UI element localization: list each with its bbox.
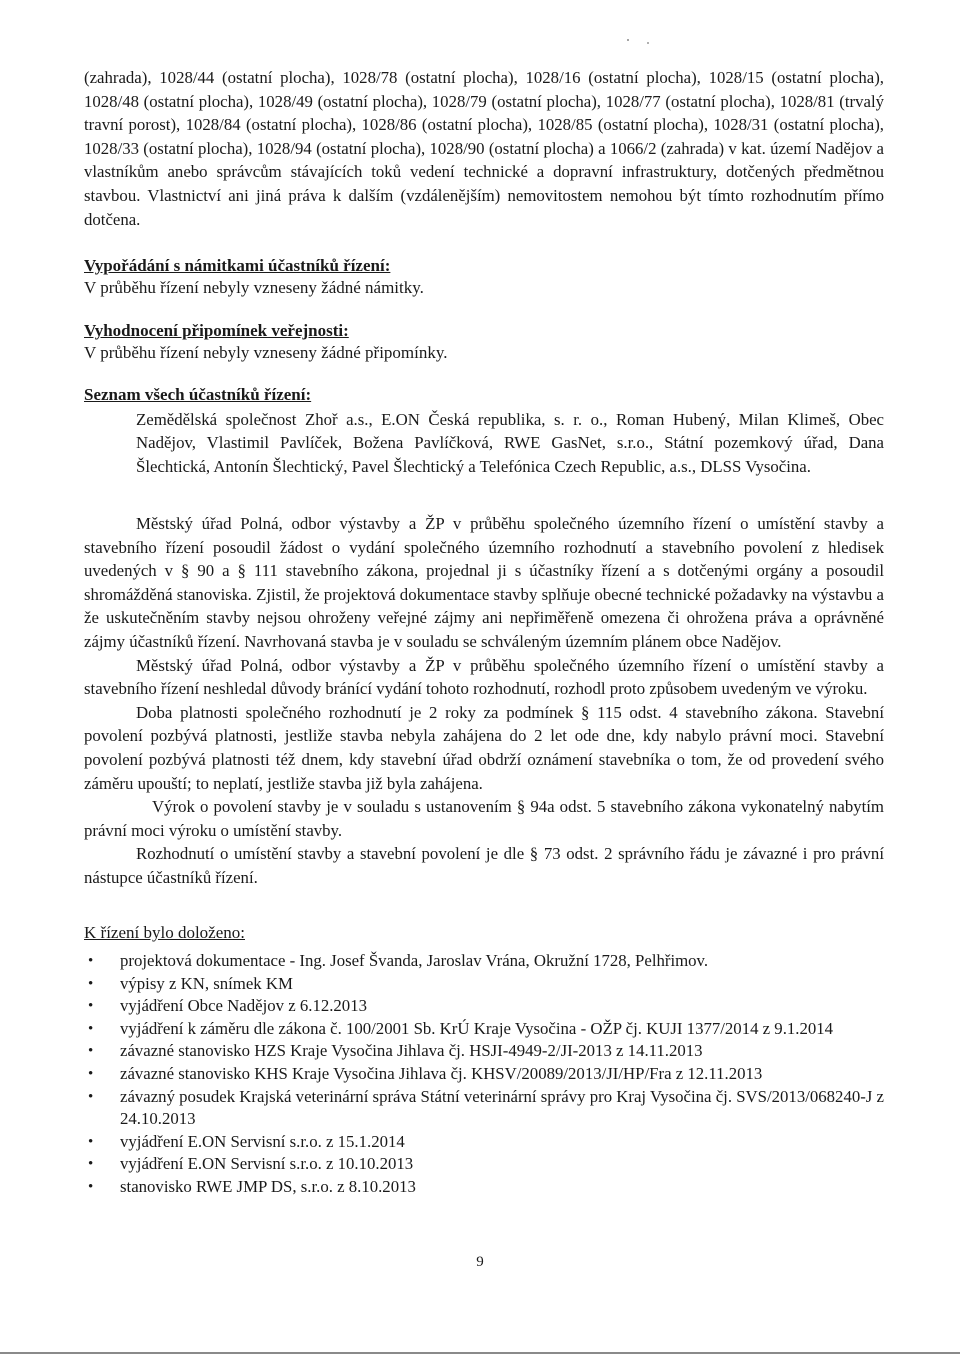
list-item: • vyjádření k záměru dle zákona č. 100/2001 Sb. KrÚ Kraje Vysočina - OŽP čj. KUJI 1377/2014 z 9.1.2014 <box>84 1018 884 1041</box>
bullet-icon: • <box>88 1156 94 1173</box>
bullet-icon: • <box>88 1065 94 1082</box>
bullet-icon: • <box>88 953 94 969</box>
reasoning-paragraph: Výrok o povolení stavby je v souladu s ustanovením § 94a odst. 5 stavebního zákona vykonatelný nabytím právní moci výroku o umístění stavby. <box>84 797 884 840</box>
participants-section <box>84 384 884 478</box>
bullet-icon: • <box>88 1088 94 1105</box>
participants-heading: Seznam všech účastníků řízení: <box>84 385 312 404</box>
objections-section <box>84 255 884 299</box>
documents-section <box>84 922 884 1199</box>
bullet-icon: • <box>88 1178 94 1195</box>
bullet-icon: • <box>88 1043 94 1060</box>
documents-list <box>84 950 884 1199</box>
list-item: • závazné stanovisko HZS Kraje Vysočina Jihlava čj. HSJI-4949-2/JI-2013 z 14.11.2013 <box>84 1040 884 1063</box>
list-item: • závazné stanovisko KHS Kraje Vysočina Jihlava čj. KHSV/20089/2013/JI/HP/Fra z 12.11.2013 <box>84 1063 884 1086</box>
public-comments-text: V průběhu řízení nebyly vzneseny žádné připomínky. <box>84 343 448 362</box>
objections-heading: Vypořádání s námitkami účastníků řízení: <box>84 256 391 275</box>
bullet-icon: • <box>88 975 94 992</box>
reasoning-section <box>84 512 884 890</box>
public-comments-section <box>84 320 884 364</box>
public-comments-heading: Vyhodnocení připomínek veřejnosti: <box>84 321 349 340</box>
reasoning-paragraph: Městský úřad Polná, odbor výstavby a ŽP v průběhu společného územního řízení o umístění stavby a stavebního řízení neshledal důvody bránící vydání tohoto rozhodnutí, rozhodl proto způsobem uvedeným ve výroku. <box>84 655 884 699</box>
list-item: • výpisy z KN, snímek KM <box>84 973 884 996</box>
list-item: • závazný posudek Krajská veterinární správa Státní veterinární správy pro Kraj Vysočina čj. SVS/2013/068240-J z 24.10.2013 <box>88 1086 884 1129</box>
reasoning-paragraph: Doba platnosti společného rozhodnutí je 2 roky za podmínek § 115 odst. 4 stavebního zákona. Stavební povolení pozbývá platnosti, jestliže stavba nebyla zahájena do 2 let ode dne, kdy nabylo právní moci. Stavební povolení pozbývá platnosti též dnem, kdy stavební úřad obdrží oznámení stavebníka o tom, že od provedení svého záměru upouští; to neplatí, jestliže stavba již byla zahájena. <box>84 702 884 793</box>
list-item: • vyjádření E.ON Servisní s.r.o. z 10.10.2013 <box>84 1153 884 1176</box>
list-item: • vyjádření Obce Nadějov z 6.12.2013 <box>84 995 884 1018</box>
list-item: • projektová dokumentace - Ing. Josef Švanda, Jaroslav Vrána, Okružní 1728, Pelhřimov. <box>84 950 884 973</box>
objections-text: V průběhu řízení nebyly vzneseny žádné námitky. <box>84 278 424 297</box>
reasoning-paragraph: Rozhodnutí o umístění stavby a stavební povolení je dle § 73 odst. 2 správního řádu je závazné i pro právní nástupce účastníků řízení. <box>84 844 884 887</box>
bullet-icon: • <box>88 1020 94 1037</box>
scan-speck-mark <box>624 34 654 46</box>
bullet-icon: • <box>88 998 94 1015</box>
intro-paragraph: (zahrada), 1028/44 (ostatní plocha), 1028/78 (ostatní plocha), 1028/16 (ostatní plocha), 1028/15 (ostatní plocha), 1028/48 (ostatní plocha), 1028/49 (ostatní plocha), 1028/79 (ostatní plocha), 1028/77 (ostatní plocha), 1028/81 (trvalý travní porost), 1028/84 (ostatní plocha), 1028/86 (ostatní plocha), 1028/85 (ostatní plocha), 1028/31 (ostatní plocha), 1028/33 (ostatní plocha), 1028/94 (ostatní plocha), 1028/90 (ostatní plocha) a 1066/2 (zahrada) v kat. území Nadějov a vlastníkům anebo správcům stávajících toků vedení technické a dopravní infrastruktury, dotčených předmětnou stavbou. Vlastnictví ani jiná práva k dalším (vzdálenějším) nemovitostem nemohou být tímto rozhodnutím přímo dotčena. <box>84 68 884 229</box>
participants-list: Zemědělská společnost Zhoř a.s., E.ON Česká republika, s. r. o., Roman Hubený, Milan Klimeš, Obec Nadějov, Vlastimil Pavlíček, Božena Pavlíčková, RWE GasNet, s.r.o., Státní pozemkový úřad, Dana Šlechtická, Antonín Šlechtický, Pavel Šlechtický a Telefónica Czech Republic, a.s., DLSS Vysočina. <box>136 410 884 476</box>
bullet-icon: • <box>88 1133 94 1150</box>
reasoning-paragraph: Městský úřad Polná, odbor výstavby a ŽP v průběhu společného územního řízení o umístění stavby a stavebního řízení posoudil žádost o vydání společného územního rozhodnutí a stavebního povolení z hledisek uvedených v § 90 a § 111 stavebního zákona, projednal ji s účastníky řízení a s dotčenými orgány a posoudil shromážděná stanoviska. Zjistil, že projektová dokumentace stavby splňuje obecné technické požadavky na výstavbu a že uskutečněním stavby nejsou ohroženy veřejné zájmy ani nepřiměřeně omezena či ohrožena práva a oprávněné zájmy účastníků řízení. Navrhovaná stavba je v souladu se schváleným územním plánem obce Nadějov. <box>84 514 884 651</box>
documents-heading: K řízení bylo doloženo: <box>84 923 245 942</box>
scan-edge-line <box>0 1352 960 1354</box>
list-item: • stanovisko RWE JMP DS, s.r.o. z 8.10.2013 <box>84 1176 884 1199</box>
page-number: 9 <box>476 1254 484 1270</box>
list-item: • vyjádření E.ON Servisní s.r.o. z 15.1.2014 <box>84 1131 884 1154</box>
